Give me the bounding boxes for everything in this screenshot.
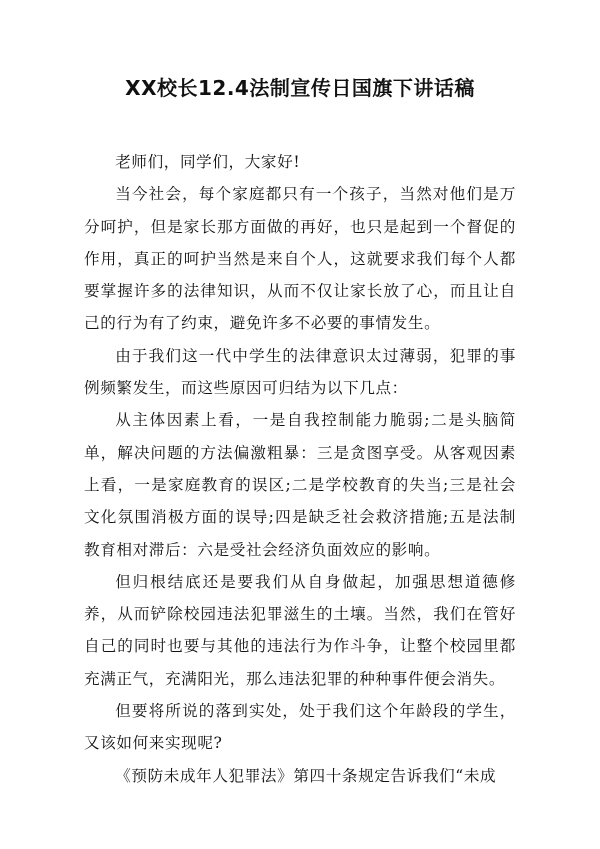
paragraph: 由于我们这一代中学生的法律意识太过薄弱，犯罪的事例频繁发生，而这些原因可归结为以下几点： bbox=[84, 346, 516, 398]
document-title: XX校长12.4法制宣传日国旗下讲话稿 bbox=[125, 76, 475, 100]
paragraph-greeting: 老师们，同学们，大家好! bbox=[115, 153, 301, 171]
paragraph: 从主体因素上看，一是自我控制能力脆弱;二是头脑简单，解决问题的方法偏激粗暴：三是贪图享受。从客观因素上看，一是家庭教育的误区;二是学校教育的失当;三是社会文化氛围消极方面的误导;四是缺乏社会救济措施;五是法制教育相对滞后：六是受社会经济负面效应的影响。 bbox=[84, 411, 516, 559]
paragraph: 《预防未成年人犯罪法》第四十条规定告诉我们“未成 bbox=[115, 766, 497, 785]
paragraph: 但归根结底还是要我们从自身做起，加强思想道德修养，从而铲除校园违法犯罪滋生的土壤。当然，我们在管好自己的同时也要与其他的违法行为作斗争，让整个校园里都充满正气，充满阳光，那么违法犯罪的种种事件便会消失。 bbox=[84, 572, 516, 688]
document-body bbox=[84, 146, 516, 792]
paragraph: 当今社会，每个家庭都只有一个孩子，当然对他们是万分呵护，但是家长那方面做的再好，也只是起到一个督促的作用，真正的呵护当然是来自个人，这就要求我们每个人都要掌握许多的法律知识，从而不仅让家长放了心，而且让自己的行为有了约束，避免许多不必要的事情发生。 bbox=[84, 185, 516, 333]
paragraph: 但要将所说的落到实处，处于我们这个年龄段的学生，又该如何来实现呢? bbox=[84, 702, 516, 753]
